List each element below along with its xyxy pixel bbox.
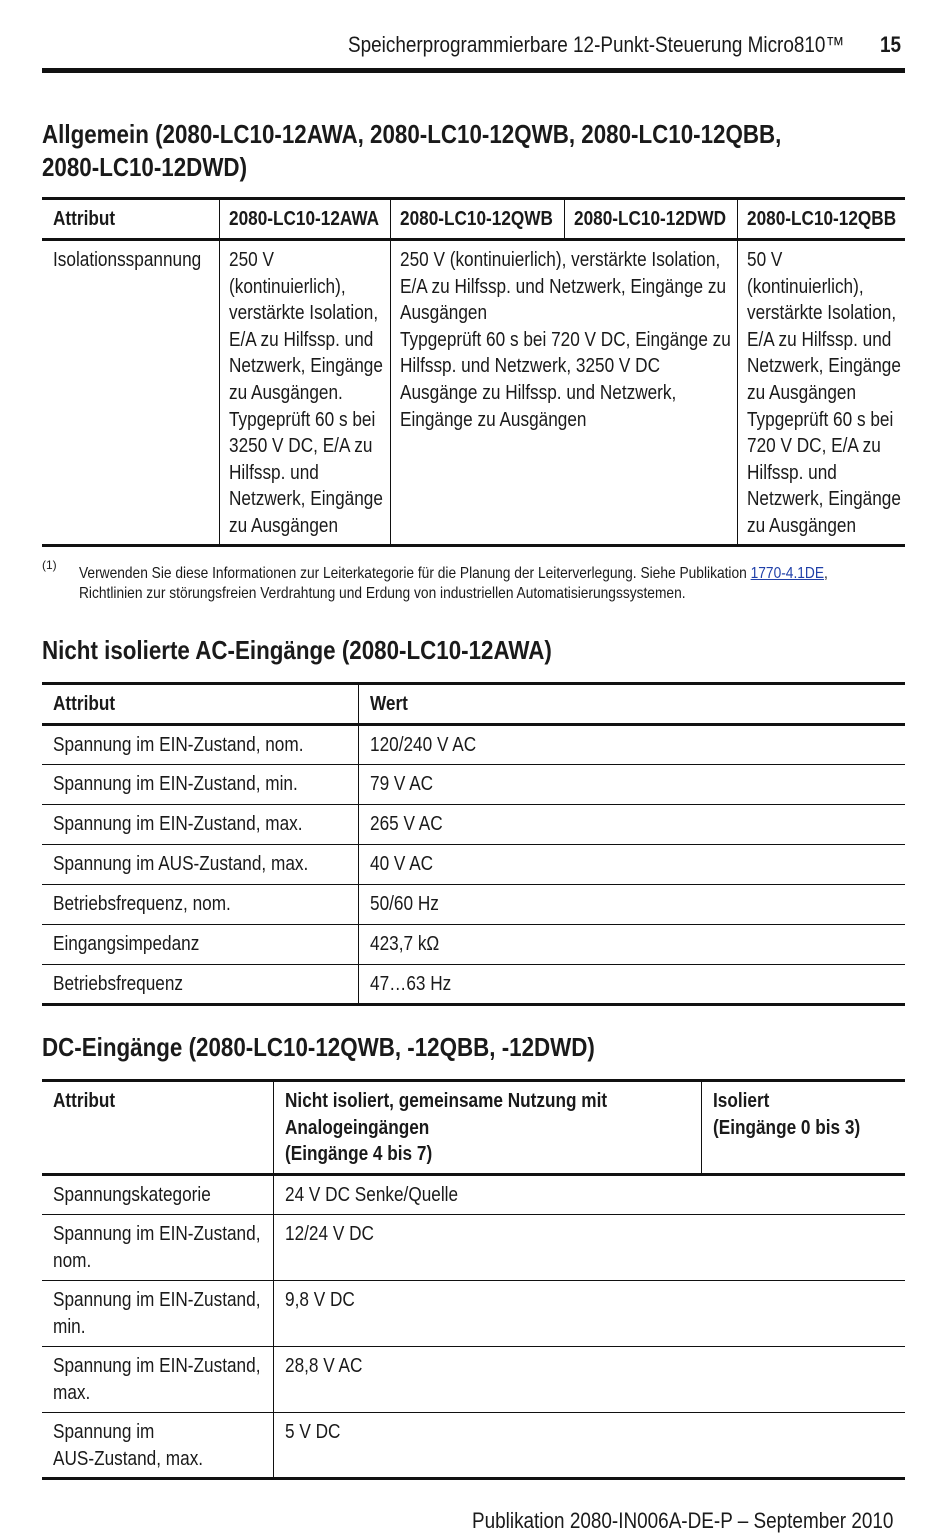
value-cell: 79 V AC bbox=[358, 765, 905, 805]
cell-text-line: Typgeprüft 60 s bei bbox=[228, 408, 375, 431]
column-header: Wert bbox=[358, 684, 905, 725]
cell-text-line: E/A zu Hilfssp. und bbox=[228, 328, 373, 351]
value-cell: 423,7 kΩ bbox=[358, 925, 905, 965]
page-number: 15 bbox=[880, 32, 902, 57]
attribute-cell: Betriebsfrequenz, nom. bbox=[53, 893, 231, 915]
value-cell: 24 V DC Senke/Quelle bbox=[273, 1175, 905, 1215]
cell-text-line: verstärkte Isolation, bbox=[228, 302, 378, 325]
table-row bbox=[42, 1281, 905, 1347]
table-row bbox=[42, 965, 905, 1005]
cell-text-line: Netzwerk, Eingänge bbox=[228, 355, 383, 378]
table-row bbox=[42, 1413, 905, 1479]
running-header-title: Speicherprogrammierbare 12-Punkt-Steuerung Micro810™ bbox=[348, 32, 845, 57]
attribute-cell: Spannung im EIN-Zustand, min. bbox=[53, 773, 298, 795]
table-row bbox=[42, 805, 905, 845]
column-header: 2080-LC10-12AWA bbox=[219, 199, 390, 240]
attribute-cell: Spannung im EIN-Zustand, min. bbox=[53, 1289, 261, 1338]
table-row bbox=[42, 725, 905, 765]
value-cell-qbb bbox=[737, 240, 905, 546]
attribute-cell: Spannung im EIN-Zustand, max. bbox=[53, 1355, 261, 1404]
cell-text-line: zu Ausgängen bbox=[746, 381, 856, 404]
column-header: 2080-LC10-12QBB bbox=[737, 199, 905, 240]
cell-text-line: Eingänge zu Ausgängen bbox=[399, 408, 586, 431]
cell-text-line: 250 V bbox=[228, 249, 274, 271]
value-cell: 28,8 V AC bbox=[273, 1347, 905, 1413]
column-header: Attribut bbox=[53, 693, 116, 715]
attribute-cell: Spannung im AUS-Zustand, max. bbox=[53, 853, 309, 875]
table-row bbox=[42, 765, 905, 805]
cell-text-line: Nicht isoliert, gemeinsame Nutzung mit bbox=[284, 1090, 607, 1112]
attribute-cell: Betriebsfrequenz bbox=[53, 973, 184, 995]
cell-text-line: Isoliert bbox=[712, 1090, 769, 1112]
value-cell: 12/24 V DC bbox=[273, 1215, 905, 1281]
general-table bbox=[42, 197, 905, 547]
cell-text-line: Typgeprüft 60 s bei bbox=[746, 408, 893, 431]
table-header-row bbox=[42, 199, 905, 240]
column-header: 2080-LC10-12QWB bbox=[390, 199, 564, 240]
column-header: Attribut bbox=[53, 208, 116, 230]
cell-text-line: 3250 V DC, E/A zu bbox=[228, 435, 372, 458]
attribute-cell: Isolationsspannung bbox=[53, 249, 202, 271]
cell-text-line: zu Ausgängen bbox=[228, 514, 338, 537]
table-row bbox=[42, 1215, 905, 1281]
header-rule bbox=[42, 68, 905, 73]
footnote-mark: (1) bbox=[42, 558, 57, 572]
cell-text-line: 50 V bbox=[746, 249, 782, 271]
attribute-cell: Spannung im AUS-Zustand, max. bbox=[53, 1421, 204, 1470]
cell-text-line: Netzwerk, Eingänge bbox=[228, 488, 383, 511]
cell-text-line: 250 V (kontinuierlich), verstärkte Isolation, bbox=[399, 249, 720, 271]
cell-text-line: zu Ausgängen bbox=[746, 514, 856, 537]
cell-text-line: Ausgängen bbox=[399, 302, 487, 325]
column-header: 2080-LC10-12DWD bbox=[564, 199, 737, 240]
column-header bbox=[701, 1081, 905, 1175]
attribute-cell: Eingangsimpedanz bbox=[53, 933, 200, 955]
value-cell: 50/60 Hz bbox=[358, 885, 905, 925]
cell-text-line: (Eingänge 0 bis 3) bbox=[712, 1116, 860, 1139]
attribute-cell: Spannung im EIN-Zustand, max. bbox=[53, 813, 303, 835]
table-row bbox=[42, 925, 905, 965]
ac-inputs-table bbox=[42, 682, 905, 1006]
cell-text-line: Netzwerk, Eingänge bbox=[746, 355, 901, 378]
value-cell: 9,8 V DC bbox=[273, 1281, 905, 1347]
value-cell: 120/240 V AC bbox=[358, 725, 905, 765]
cell-text-line: verstärkte Isolation, bbox=[746, 302, 896, 325]
cell-text-line: (Eingänge 4 bis 7) bbox=[284, 1143, 432, 1166]
value-cell-awa bbox=[219, 240, 390, 546]
value-cell: 47…63 Hz bbox=[358, 965, 905, 1005]
table-row bbox=[42, 1175, 905, 1215]
table-row bbox=[42, 845, 905, 885]
section-heading-general: Allgemein (2080-LC10-12AWA, 2080-LC10-12QWB, 2080-LC10-12QBB, 2080-LC10-12DWD) bbox=[42, 119, 782, 182]
column-header bbox=[273, 1081, 701, 1175]
section-heading-ac-inputs: Nicht isolierte AC-Eingänge (2080-LC10-12AWA) bbox=[42, 635, 552, 665]
cell-text-line: (kontinuierlich), bbox=[228, 275, 346, 298]
cell-text-line: zu Ausgängen. bbox=[228, 381, 343, 404]
table-row bbox=[42, 1347, 905, 1413]
attribute-cell: Spannung im EIN-Zustand, nom. bbox=[53, 1223, 261, 1272]
publication-link[interactable]: 1770-4.1DE bbox=[750, 565, 825, 582]
cell-text-line: 720 V DC, E/A zu bbox=[746, 435, 881, 458]
value-cell: 265 V AC bbox=[358, 805, 905, 845]
table-header-row bbox=[42, 684, 905, 725]
cell-text-line: Analogeingängen bbox=[284, 1116, 429, 1139]
cell-text-line: (kontinuierlich), bbox=[746, 275, 864, 298]
value-cell: 40 V AC bbox=[358, 845, 905, 885]
column-header: Attribut bbox=[53, 1090, 116, 1112]
section-heading-dc-inputs: DC-Eingänge (2080-LC10-12QWB, -12QBB, -12DWD) bbox=[42, 1032, 595, 1062]
cell-text-line: Hilfssp. und Netzwerk, 3250 V DC bbox=[399, 355, 660, 378]
table-row bbox=[42, 240, 905, 546]
cell-text-line: Typgeprüft 60 s bei 720 V DC, Eingänge zu bbox=[399, 328, 731, 351]
footnote-text: Verwenden Sie diese Informationen zur Leiterkategorie für die Planung der Leiterverlegung. Siehe Publikation 1770-4.1DE, Richtlinien zur störungsfreien Verdrahtung und Erdung von industriellen Automatisierungssystemen. bbox=[79, 565, 828, 602]
page-footer: Publikation 2080-IN006A-DE-P – September 2010 bbox=[472, 1508, 894, 1533]
cell-text-line: E/A zu Hilfssp. und bbox=[746, 328, 891, 351]
table-header-row bbox=[42, 1081, 905, 1175]
attribute-cell: Spannung im EIN-Zustand, nom. bbox=[53, 734, 304, 756]
dc-inputs-table bbox=[42, 1079, 905, 1480]
cell-text-line: Ausgänge zu Hilfssp. und Netzwerk, bbox=[399, 381, 676, 404]
cell-text-line: Hilfssp. und bbox=[746, 461, 837, 484]
cell-text-line: Netzwerk, Eingänge bbox=[746, 488, 901, 511]
value-cell-qwb-dwd bbox=[390, 240, 737, 546]
cell-text-line: Hilfssp. und bbox=[228, 461, 319, 484]
value-cell: 5 V DC bbox=[273, 1413, 905, 1479]
cell-text-line: E/A zu Hilfssp. und Netzwerk, Eingänge zu bbox=[399, 275, 726, 298]
attribute-cell: Spannungskategorie bbox=[53, 1184, 211, 1206]
table-row bbox=[42, 885, 905, 925]
